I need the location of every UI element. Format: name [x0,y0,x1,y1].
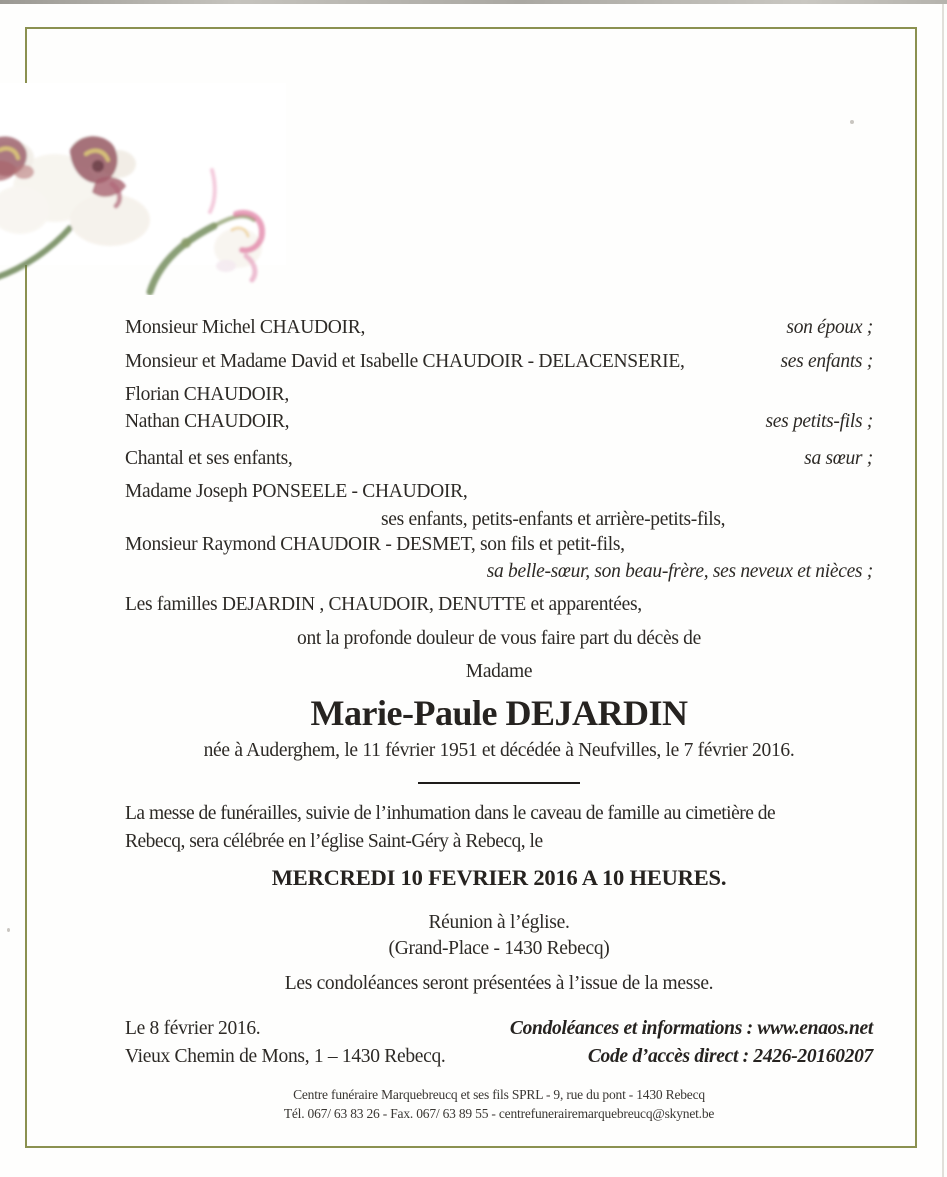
family-line [125,480,873,503]
funeral-home-line1: Centre funéraire Marquebreucq et ses fils SPRL - 9, rue du pont - 1430 Rebecq [293,1087,705,1102]
ceremony-line2: Rebecq, sera célébrée en l’église Saint-Géry à Rebecq, le [125,831,543,852]
funeral-home-info [125,1085,873,1123]
deceased-name: Marie-Paule DEJARDIN [310,693,688,733]
family-name: Nathan CHAUDOIR, [125,411,290,432]
separator-rule [418,782,580,784]
ceremony-datetime: MERCREDI 10 FEVRIER 2016 A 10 HEURES. [271,865,727,890]
online-condolences: Condoléances et informations : www.enaos.net [509,1018,873,1039]
scan-edge-top [0,0,947,4]
address-line: Vieux Chemin de Mons, 1 – 1430 Rebecq. [125,1046,446,1067]
family-name: Madame Joseph PONSEELE - CHAUDOIR, [125,481,468,502]
orchid-photo-icon [0,80,290,295]
ceremony-line1: La messe de funérailles, suivie de l’inhumation dans le caveau de famille au cimetière de [125,803,776,824]
footer-row-1 [125,1017,873,1040]
family-line [125,533,873,556]
access-code: Code d’accès direct : 2426-20160207 [587,1046,873,1067]
families-line: Les familles DEJARDIN , CHAUDOIR, DENUTTE et apparentées, [125,594,642,615]
ceremony-paragraph [125,800,873,856]
family-relation: son époux ; [786,317,873,338]
announcement-date: Le 8 février 2016. [125,1018,261,1039]
funeral-home-line2: Tél. 067/ 63 83 26 - Fax. 067/ 63 89 55 - centrefunerairemarquebreucq@skynet.be [283,1106,715,1121]
family-relation: ses enfants ; [780,351,873,372]
family-line-indented: ses enfants, petits-enfants et arrière-petits-fils, [381,509,726,530]
family-line [125,383,873,406]
family-name: Monsieur et Madame David et Isabelle CHAUDOIR - DELACENSERIE, [125,351,685,372]
family-name: Monsieur Michel CHAUDOIR, [125,317,366,338]
meeting-line: Réunion à l’église. [428,912,570,933]
family-name: Florian CHAUDOIR, [125,384,289,405]
deceased-title: Madame [465,661,533,682]
family-line [125,410,873,433]
family-name: Chantal et ses enfants, [125,448,293,469]
family-relation: ses petits-fils ; [765,411,873,432]
scan-speck [7,928,10,932]
family-name: Monsieur Raymond CHAUDOIR - DESMET, son fils et petit-fils, [125,534,625,555]
family-line [125,447,873,470]
scan-edge-right [942,4,944,1177]
family-line [125,316,873,339]
condolences-line: Les condoléances seront présentées à l’issue de la messe. [284,973,714,994]
family-relation: sa sœur ; [804,448,873,469]
footer-row-2 [125,1045,873,1068]
announcement-line: ont la profonde douleur de vous faire part du décès de [297,628,701,649]
meeting-place: (Grand-Place - 1430 Rebecq) [388,938,610,959]
family-relation-line: sa belle-sœur, son beau-frère, ses neveux et nièces ; [486,561,873,582]
life-dates: née à Auderghem, le 11 février 1951 et décédée à Neufvilles, le 7 février 2016. [203,740,795,761]
family-line [125,350,873,373]
